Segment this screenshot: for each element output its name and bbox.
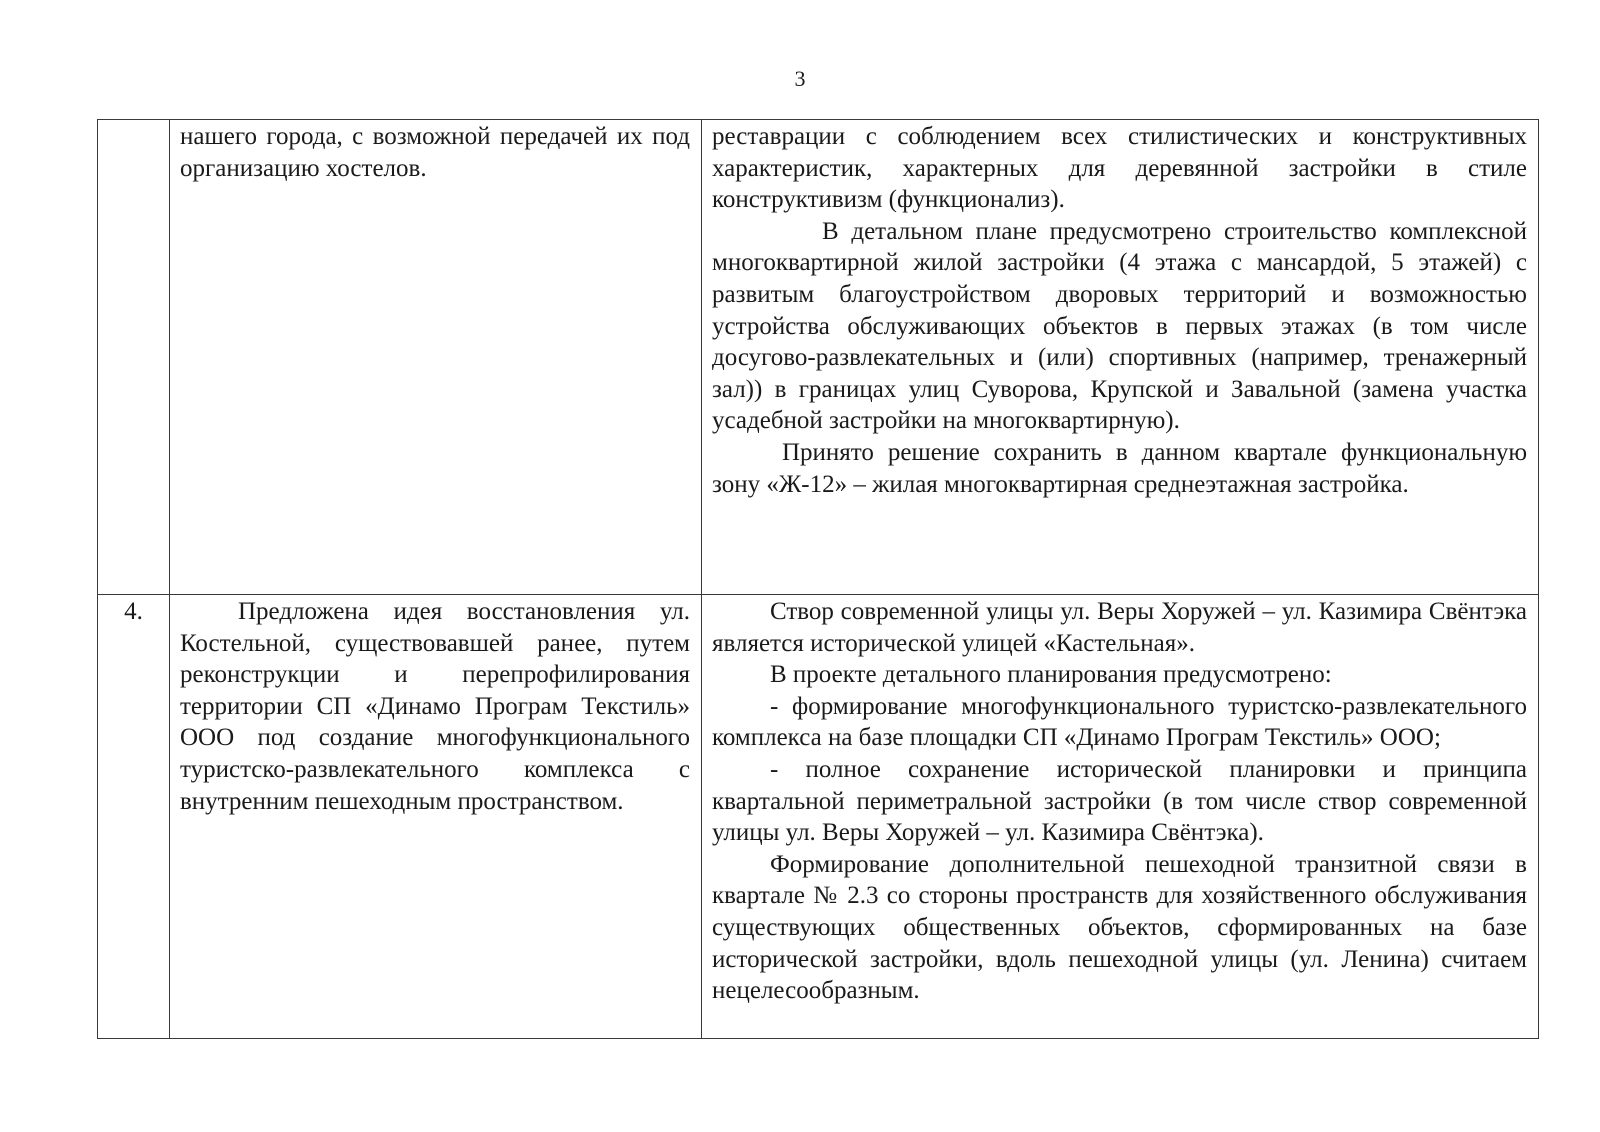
response-paragraph: - формирование многофункционального туристско-развлекательного комплекса на базе площадки СП «Динамо Програм Текстиль» ООО; <box>712 692 1527 752</box>
row-number-cell <box>98 595 170 1039</box>
proposal-cell <box>170 595 702 1039</box>
page-number: 3 <box>794 66 806 91</box>
proposal-text: Предложена идея восстановления ул. Костельной, существовавшей ранее, путем реконструкции и перепрофилирования территории СП «Динамо Програм Текстиль» ООО под создание многофункционального туристско-развлекательного комплекса с внутренним пешеходным пространством. <box>180 598 690 815</box>
row-number-cell <box>98 120 170 595</box>
response-paragraph: реставрации с соблюдением всех стилистических и конструктивных характеристик, характерных для деревянной застройки в стиле конструктивизм (функционализ). <box>712 123 1527 214</box>
row-number <box>98 120 169 121</box>
response-paragraph: Принято решение сохранить в данном квартале функциональную зону «Ж-12» – жилая многоквартирная среднеэтажная застройка. <box>712 438 1527 498</box>
table-row <box>98 595 1539 1039</box>
response-paragraph: - полное сохранение исторической планировки и принципа квартальной периметральной застройки (в том числе створ современной улицы ул. Веры Хоружей – ул. Казимира Свёнтэка). <box>712 755 1527 847</box>
proposal-cell <box>170 120 702 595</box>
row-number: 4. <box>124 598 143 625</box>
response-paragraph: Формирование дополнительной пешеходной транзитной связи в квартале № 2.3 со стороны пространств для хозяйственного обслуживания существующих общественных объектов, сформированных на базе исторической застройки, вдоль пешеходной улицы (ул. Ленина) считаем нецелесообразным. <box>712 850 1527 1005</box>
proposals-table <box>97 119 1539 1039</box>
response-paragraph: В детальном плане предусмотрено строительство комплексной многоквартирной жилой застройки (4 этажа с мансардой, 5 этажей) с развитым благоустройством дворовых территорий и возможностью устройства обслуживающих объектов в первых этажах (в том числе досугово-развлекательных и (или) спортивных (например, тренажерный зал)) в границах улиц Суворова, Крупской и Завальной (замена участка усадебной застройки на многоквартирную). <box>712 217 1527 435</box>
response-paragraph: Створ современной улицы ул. Веры Хоружей – ул. Казимира Свёнтэка является исторической улицей «Кастельная». <box>712 598 1527 657</box>
response-paragraph: В проекте детального планирования предусмотрено: <box>770 661 1332 689</box>
response-cell <box>702 595 1539 1039</box>
proposal-text: нашего города, с возможной передачей их под организацию хостелов. <box>180 123 690 182</box>
response-cell <box>702 120 1539 595</box>
table-row <box>98 120 1539 595</box>
